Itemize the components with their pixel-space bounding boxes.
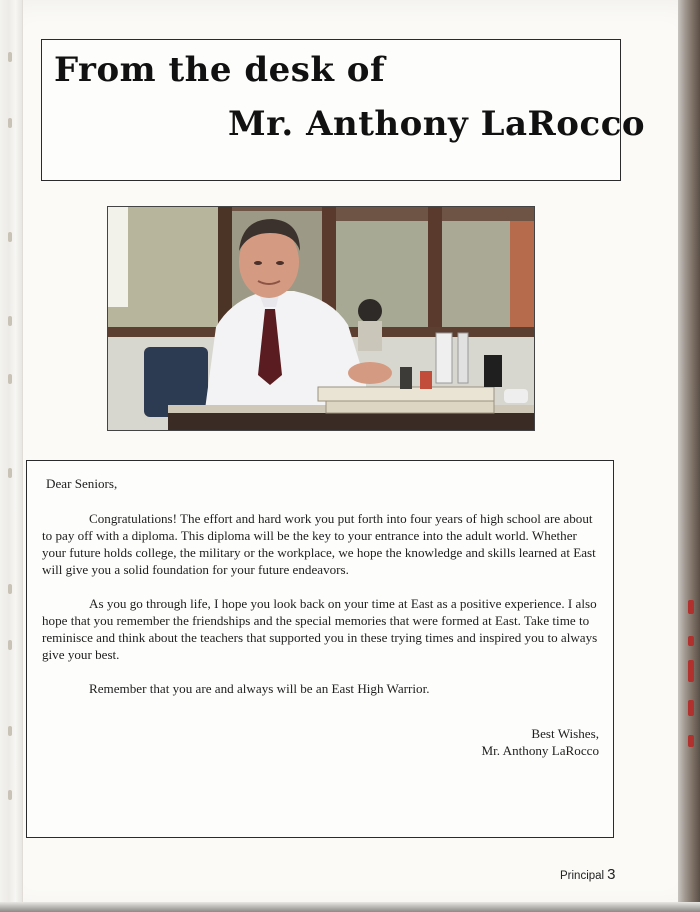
footer-section-label: Principal [560,870,605,882]
page-stack-edge [678,0,700,912]
header-line-principal-name: Mr. Anthony LaRocco [228,104,646,144]
signature-name: Mr. Anthony LaRocco [481,743,599,758]
header-box [41,39,646,181]
letter-body [42,475,598,714]
closing-phrase: Best Wishes, [531,726,599,741]
binding-spine [0,0,23,912]
letter-salutation: Dear Seniors, [46,476,118,491]
page-number: 3 [607,866,616,883]
letter-closing [482,725,599,759]
page-bottom-edge [0,902,700,912]
letter-box [26,460,614,838]
header-line-from-desk: From the desk of [54,50,386,90]
principal-photo [107,206,535,431]
page-footer [560,866,615,884]
letter-paragraph-memories: As you go through life, I hope you look back on your time at East as a positive experience. I also hope that you remember the friendships and the special memories that were formed at East. Take time to reminisce and think about the teachers that supported you in these trying times and inspired you to always give your best. [42,596,598,662]
letter-paragraph-congratulations: Congratulations! The effort and hard work you put forth into four years of high school are about to pay off with a diploma. This diploma will be the key to your entrance into the adult world. Whether your future holds college, the military or the workplace, we hope the knowledge and skills learned at East will give you a solid foundation for your future endeavors. [42,511,596,577]
letter-paragraph-warrior: Remember that you are and always will be an East High Warrior. [89,681,430,696]
